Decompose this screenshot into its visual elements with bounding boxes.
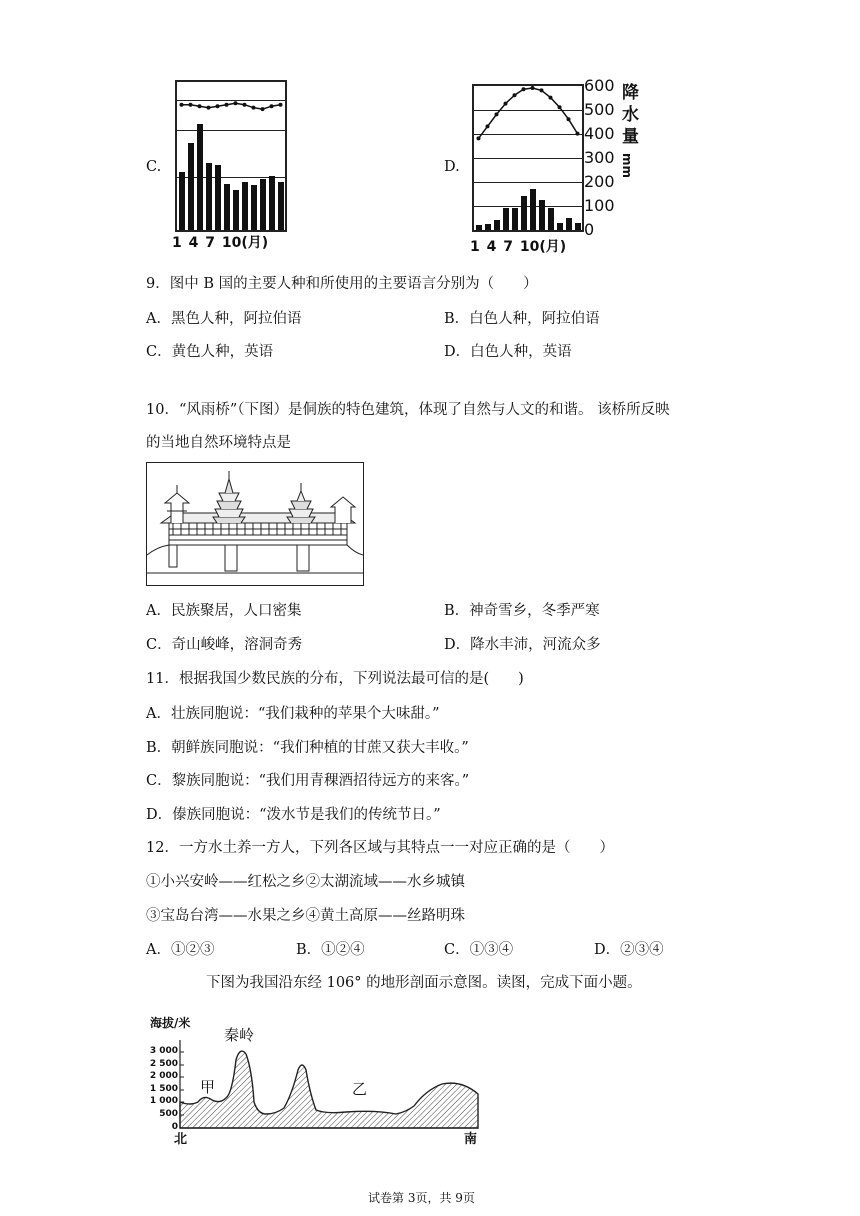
precip-bar-c-5 [215,165,221,230]
profile-ytick: 1 000 [149,1096,178,1107]
temp-point-c-7 [234,101,238,105]
q12-option-c[interactable]: C．①③④ [444,942,514,958]
q12-option-a[interactable]: A．①②③ [146,942,215,958]
temp-point-d-5 [513,93,517,97]
q10-stem-line2: 的当地自然环境特点是 [146,435,291,451]
q9-option-d[interactable]: D．白色人种，英语 [444,344,572,360]
precip-bar-d-5 [512,208,518,230]
chart-d-unit-1: 降 [622,83,639,103]
precip-bar-c-11 [269,176,275,230]
temp-point-c-11 [270,104,274,108]
profile-ytick: 0 [171,1121,178,1132]
temp-point-c-12 [279,103,283,107]
q10-option-c[interactable]: C．奇山峻峰，溶洞奇秀 [146,637,303,653]
label-jia: 甲 [200,1078,216,1096]
q12-statement-line2: ③宝岛台湾——水果之乡④黄土高原——丝路明珠 [146,908,465,924]
temp-point-d-11 [567,117,571,121]
chart-d-xticks: 1 4 7 10(月) [470,239,567,255]
chart-d-ytick: 300 [584,148,615,167]
temp-point-d-8 [540,88,544,92]
precip-bar-d-2 [485,224,491,230]
chart-d-ytick: 600 [584,76,615,95]
temp-point-d-6 [522,87,526,91]
temp-point-c-2 [189,103,193,107]
precip-bar-c-4 [206,163,212,230]
label-north: 北 [174,1132,188,1147]
label-yi: 乙 [352,1080,368,1098]
precip-bar-c-2 [188,143,194,230]
precip-bar-c-7 [233,190,239,230]
precip-bar-d-11 [566,218,572,230]
temp-point-c-3 [198,104,202,108]
precip-bar-d-4 [503,208,509,230]
temp-point-d-2 [486,124,490,128]
q12-option-b[interactable]: B．①②④ [296,942,365,958]
precip-bar-c-8 [242,182,248,230]
precip-bar-c-10 [260,179,266,230]
wind-rain-bridge-image [146,462,364,586]
profile-ytick: 500 [159,1109,178,1119]
option-c-label: C. [146,159,162,175]
terrain-profile [146,1010,486,1145]
precip-bar-d-7 [530,189,536,230]
temp-point-c-10 [261,107,265,111]
q10-stem-line1: 10．“风雨桥”（下图）是侗族的特色建筑，体现了自然与人文的和谐。 该桥所反映 [146,402,670,418]
q9-option-b[interactable]: B．白色人种，阿拉伯语 [444,311,600,327]
chart-d-ytick: 100 [584,196,615,215]
page-footer: 试卷第 3页，共 9页 [368,1191,475,1205]
precip-bar-c-12 [278,182,284,230]
q11-stem: 11．根据我国少数民族的分布，下列说法最可信的是( ) [146,671,524,687]
profile-ylabel: 海拔/米 [150,1016,191,1030]
precip-bar-c-1 [179,172,185,230]
q12-stem: 12．一方水土养一方人，下列各区域与其特点一一对应正确的是（ ） [146,840,614,856]
precip-bar-d-6 [521,196,527,230]
profile-ytick: 3 000 [149,1046,178,1056]
precip-bar-c-3 [197,124,203,230]
temp-point-c-6 [225,103,229,107]
temp-point-d-7 [531,86,535,90]
q9-option-c[interactable]: C．黄色人种，英语 [146,344,274,360]
chart-d-ytick: 500 [584,100,615,119]
chart-c-xticks: 1 4 7 10(月) [172,235,269,251]
q10-option-b[interactable]: B．神奇雪乡，冬季严寒 [444,603,600,619]
climate-chart-c [175,80,287,232]
temp-point-c-5 [216,104,220,108]
precip-bar-d-1 [476,225,482,230]
temp-point-d-10 [558,105,562,109]
q11-option-b[interactable]: B．朝鲜族同胞说：“我们种植的甘蔗又获大丰收。” [146,740,469,756]
profile-ytick: 2 500 [149,1058,178,1069]
chart-d-unit-3: 量 [622,127,639,147]
chart-d-ytick: 400 [584,124,615,143]
precip-bar-d-9 [548,208,554,230]
temp-point-d-3 [495,112,499,116]
temp-point-c-4 [207,106,211,110]
precip-bar-d-12 [575,223,581,230]
temp-point-c-8 [243,103,247,107]
section-intro: 下图为我国沿东经 106° 的地形剖面示意图。读图，完成下面小题。 [206,975,642,991]
temp-point-d-4 [504,102,508,106]
q10-option-a[interactable]: A．民族聚居，人口密集 [146,603,302,619]
option-d-label: D. [444,159,460,175]
q11-option-d[interactable]: D．傣族同胞说：“泼水节是我们的传统节日。” [146,807,441,823]
q11-option-c[interactable]: C．黎族同胞说：“我们用青稞酒招待远方的来客。” [146,773,470,789]
q10-option-d[interactable]: D．降水丰沛，河流众多 [444,637,601,653]
precip-bar-c-9 [251,185,257,230]
precip-bar-d-3 [494,220,500,230]
label-south: 南 [464,1132,478,1147]
temperature-line-d [474,86,582,230]
profile-ytick: 2 000 [149,1071,178,1082]
q11-option-a[interactable]: A．壮族同胞说：“我们栽种的苹果个大味甜。” [146,706,440,722]
climate-chart-d [472,84,584,232]
chart-d-ytick: 0 [584,220,595,239]
q12-statement-line1: ①小兴安岭——红松之乡②太湖流域——水乡城镇 [146,874,465,890]
temp-point-d-1 [477,136,481,140]
q9-option-a[interactable]: A．黑色人种，阿拉伯语 [146,311,302,327]
chart-d-unit-mm: mm [620,153,634,179]
temp-point-c-1 [180,103,184,107]
precip-bar-c-6 [224,184,230,230]
q9-stem: 9．图中 B 国的主要人种和所使用的主要语言分别为（ ） [146,276,538,292]
precip-bar-d-8 [539,200,545,230]
q12-option-d[interactable]: D．②③④ [594,942,664,958]
temp-point-c-9 [252,106,256,110]
precip-bar-d-10 [557,223,563,230]
temp-point-d-9 [549,96,553,100]
profile-ytick: 1 500 [149,1083,178,1094]
chart-d-unit-2: 水 [622,105,639,125]
chart-d-ytick: 200 [584,172,615,191]
temp-point-d-12 [576,132,580,136]
label-qinling: 秦岭 [224,1026,255,1044]
